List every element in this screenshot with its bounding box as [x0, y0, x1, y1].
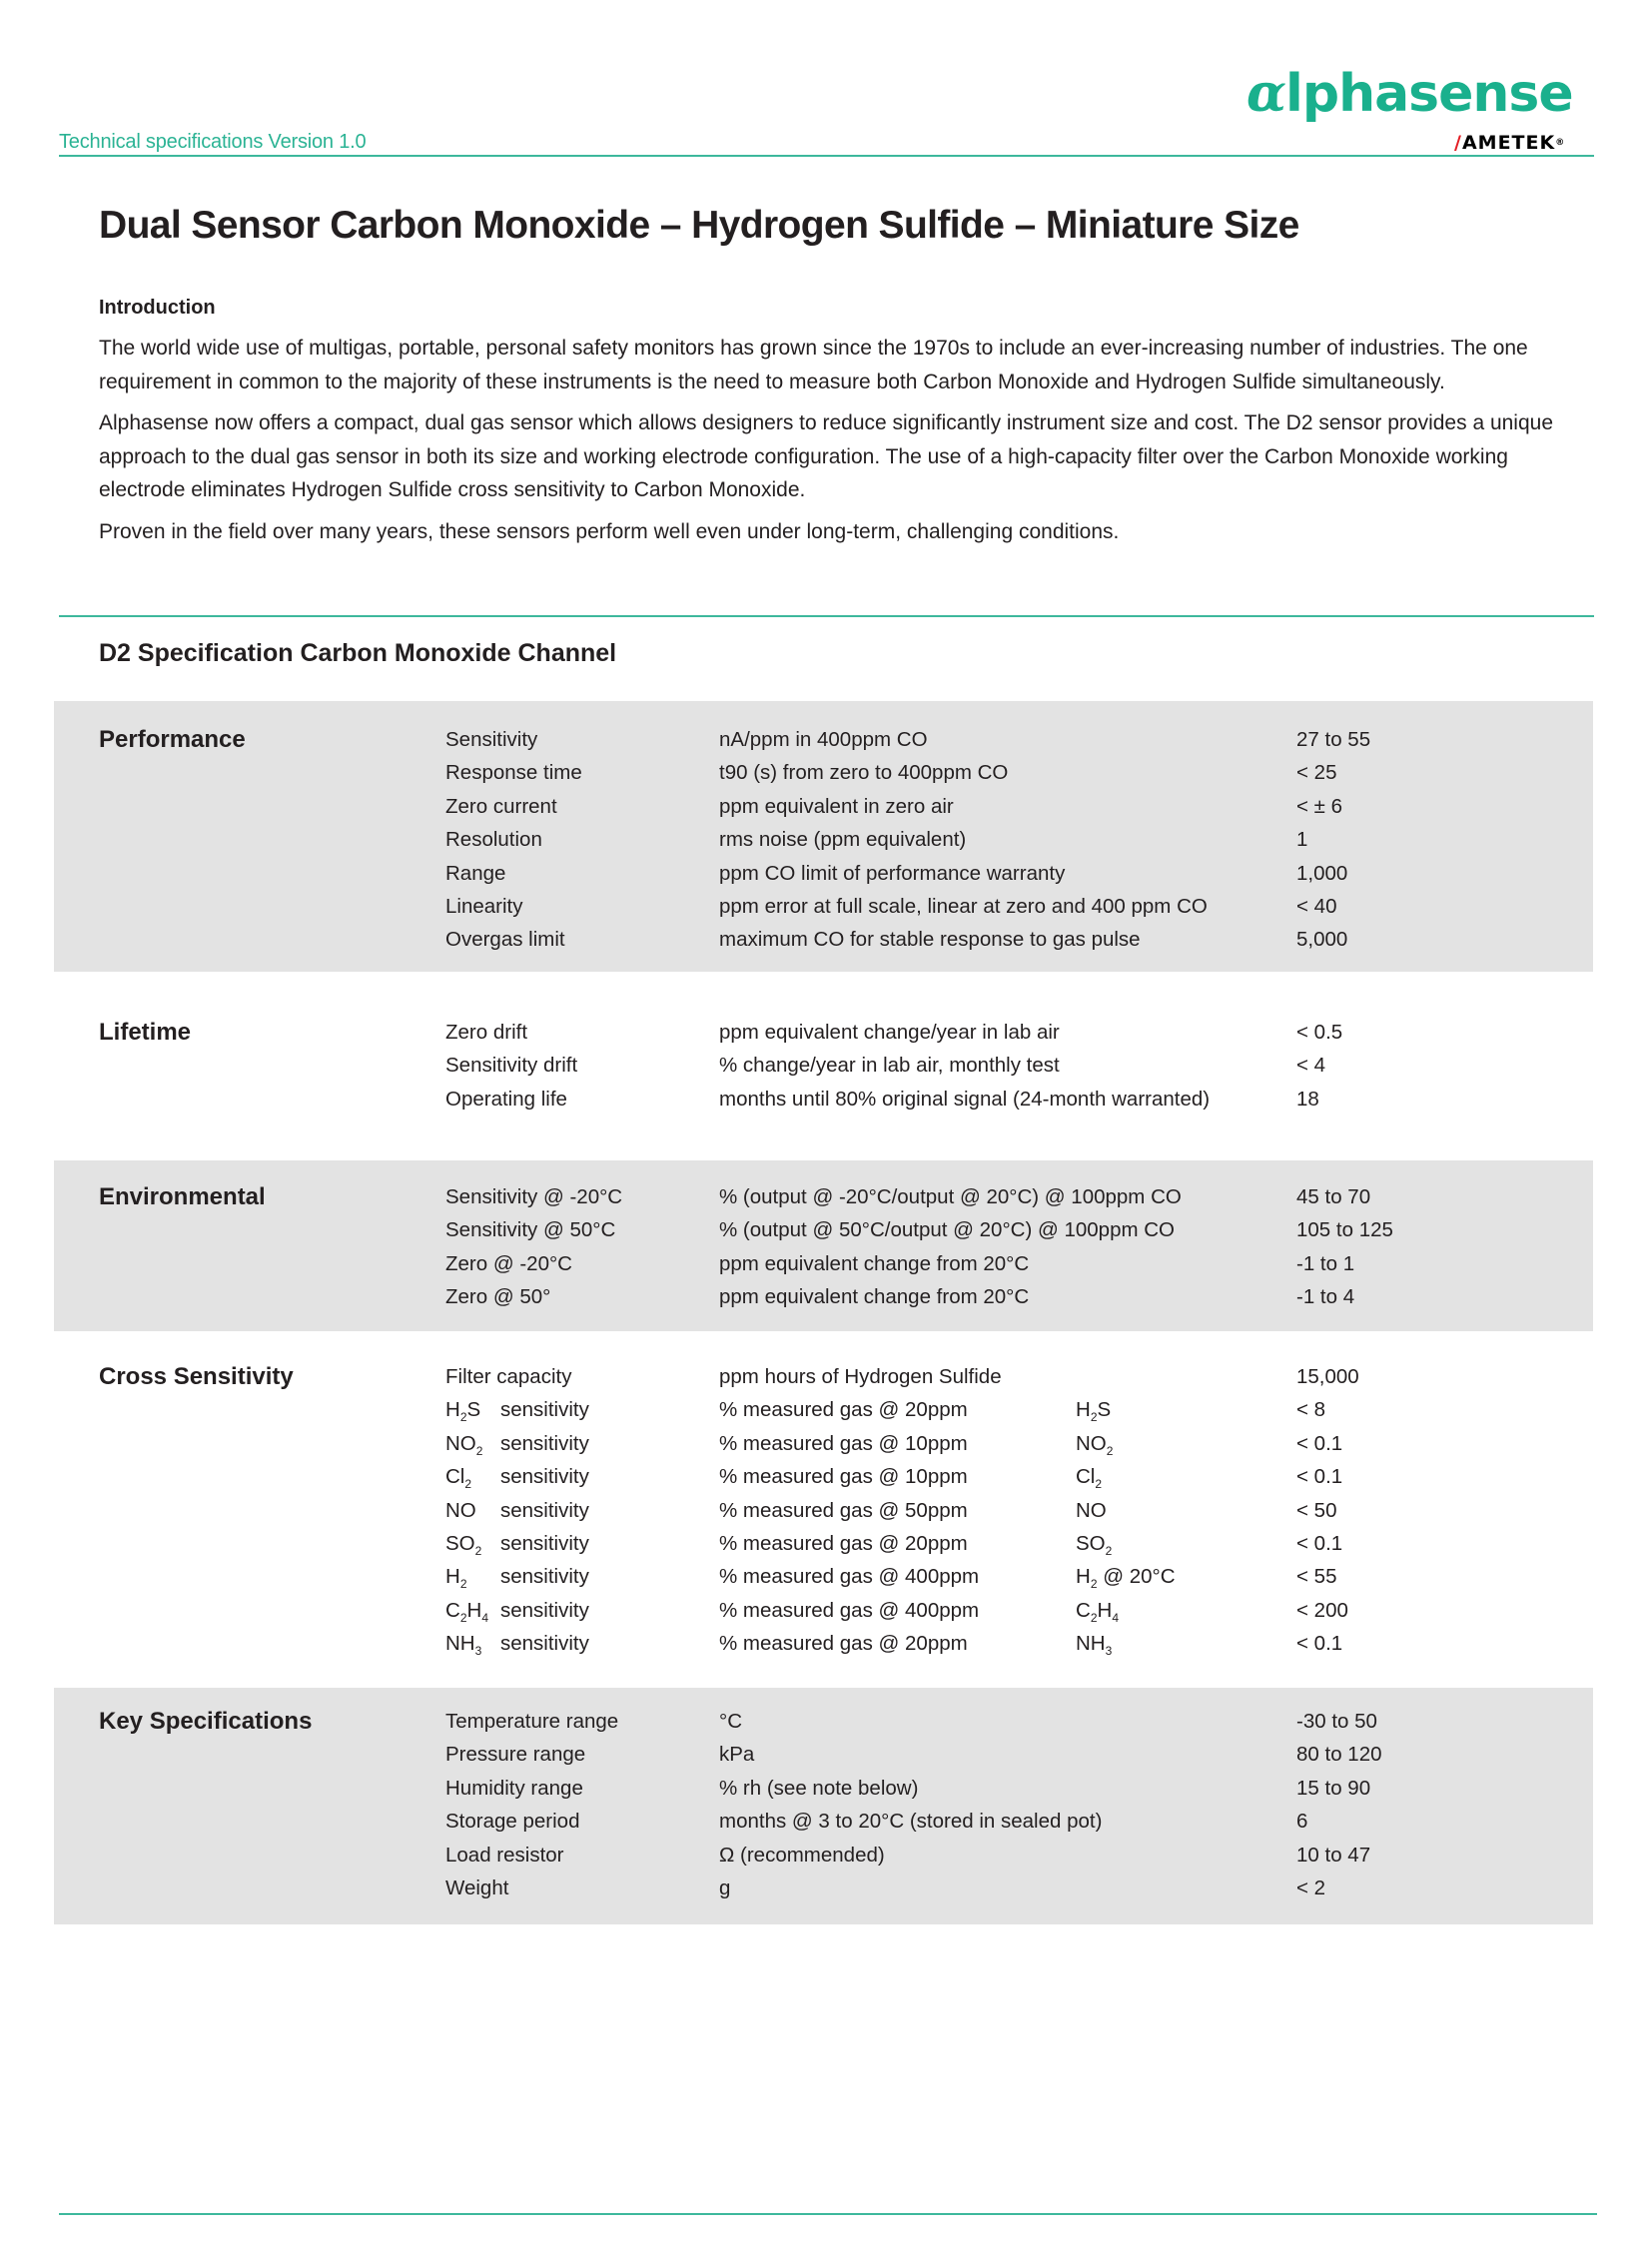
logo-wordmark: lphasense [1285, 64, 1573, 124]
spec-row: Storage period months @ 3 to 20°C (stored in sealed pot) 6 [445, 1810, 1308, 1834]
registered-mark: ® [1555, 138, 1566, 148]
introduction-body [99, 332, 1557, 556]
spec-row: Sensitivity @ 50°C % (output @ 50°C/output @ 20°C) @ 100ppm CO 105 to 125 [445, 1218, 1393, 1242]
category-label: Lifetime [99, 1019, 192, 1046]
cross-sensitivity-row: $Cl_2$ sensitivity % measured gas @ 10ppm $Cl_2$ < 0.1 [445, 1465, 1343, 1492]
cross-sensitivity-row: $NO_2$ sensitivity % measured gas @ 10ppm $NO_2$ < 0.1 [445, 1431, 1343, 1458]
ametek-wordmark: AMETEK [1461, 132, 1556, 154]
spec-heading: D2 Specification Carbon Monoxide Channel [99, 639, 617, 667]
page-title: Dual Sensor Carbon Monoxide – Hydrogen Sulfide – Miniature Size [99, 204, 1299, 247]
category-label: Key Specifications [99, 1708, 313, 1735]
cross-sensitivity-row: $SO_2$ sensitivity % measured gas @ 20ppm $SO_2$ < 0.1 [445, 1531, 1343, 1558]
intro-paragraph: Proven in the field over many years, these sensors perform well even under long-term, challenging conditions. [99, 519, 1120, 543]
spec-row: Weight g < 2 [445, 1875, 1326, 1899]
spec-row: Zero @ 50° ppm equivalent change from 20°C -1 to 4 [445, 1285, 1355, 1309]
alphasense-logo [1246, 64, 1596, 124]
spec-row: Sensitivity @ -20°C % (output @ -20°C/output @ 20°C) @ 100ppm CO 45 to 70 [445, 1185, 1371, 1208]
spec-row: Linearity ppm error at full scale, linear at zero and 400 ppm CO < 40 [445, 894, 1337, 918]
spec-row: Zero current ppm equivalent in zero air < ± 6 [445, 794, 1343, 818]
spec-row: Zero drift ppm equivalent change/year in lab air < 0.5 [445, 1021, 1343, 1044]
intro-paragraph: Alphasense now offers a compact, dual gas sensor which allows designers to reduce significantly instrument size and cost. The D2 sensor provides a unique approach to the dual gas sensor in both its size and working electrode configuration. The use of a high-capacity filter over the Carbon Monoxide working electrode eliminates Hydrogen Sulfide cross sensitivity to Carbon Monoxide. [99, 411, 1554, 501]
category-label: Environmental [99, 1183, 266, 1210]
spec-row: Load resistor Ω (recommended) 10 to 47 [445, 1843, 1371, 1867]
spec-row: Sensitivity drift % change/year in lab air, monthly test < 4 [445, 1054, 1326, 1078]
spec-row: Filter capacity ppm hours of Hydrogen Sulfide 15,000 [445, 1365, 1359, 1388]
cross-sensitivity-row: $C_2H_4$ sensitivity % measured gas @ 400ppm $C_2H_4$ < 200 [445, 1598, 1348, 1625]
spec-row: Humidity range % rh (see note below) 15 to 90 [445, 1776, 1371, 1800]
cross-sensitivity-row: $H_2S$ sensitivity % measured gas @ 20ppm $H_2S$ < 8 [445, 1398, 1326, 1425]
spec-row: Response time t90 (s) from zero to 400ppm CO < 25 [445, 761, 1337, 785]
intro-paragraph: The world wide use of multigas, portable, personal safety monitors has grown since the 1970s to include an ever-increasing number of industries. The one requirement in common to the majority of these instruments is the need to measure both Carbon Monoxide and Hydrogen Sulfide simultaneously. [99, 337, 1528, 393]
footer-rule [59, 2213, 1597, 2215]
spec-row: Resolution rms noise (ppm equivalent) 1 [445, 828, 1308, 852]
section-divider [59, 615, 1594, 617]
introduction-heading: Introduction [99, 297, 216, 319]
spec-row: Temperature range °C -30 to 50 [445, 1710, 1377, 1733]
cross-sensitivity-row: NO sensitivity % measured gas @ 50ppm NO < 50 [445, 1498, 1337, 1522]
spec-row: Operating life months until 80% original signal (24-month warranted) 18 [445, 1087, 1319, 1111]
spec-row: Overgas limit maximum CO for stable response to gas pulse 5,000 [445, 928, 1348, 952]
spec-row: Range ppm CO limit of performance warranty 1,000 [445, 861, 1348, 885]
spec-row: Zero @ -20°C ppm equivalent change from 20°C -1 to 1 [445, 1251, 1355, 1275]
category-label: Performance [99, 726, 246, 753]
alpha-glyph: α [1246, 63, 1286, 124]
header-rule [59, 155, 1594, 157]
spec-row: Pressure range kPa 80 to 120 [445, 1743, 1382, 1767]
ametek-logo: /AMETEK® [1454, 132, 1566, 154]
spec-row: Sensitivity nA/ppm in 400ppm CO 27 to 55 [445, 728, 1371, 751]
cross-sensitivity-row: $NH_3$ sensitivity % measured gas @ 20ppm $NH_3$ < 0.1 [445, 1632, 1343, 1659]
cross-sensitivity-row: $H_2$ sensitivity % measured gas @ 400ppm $H_2$ @ 20°C < 55 [445, 1565, 1337, 1592]
category-label: Cross Sensitivity [99, 1363, 294, 1390]
document-version-label: Technical specifications Version 1.0 [59, 131, 367, 153]
